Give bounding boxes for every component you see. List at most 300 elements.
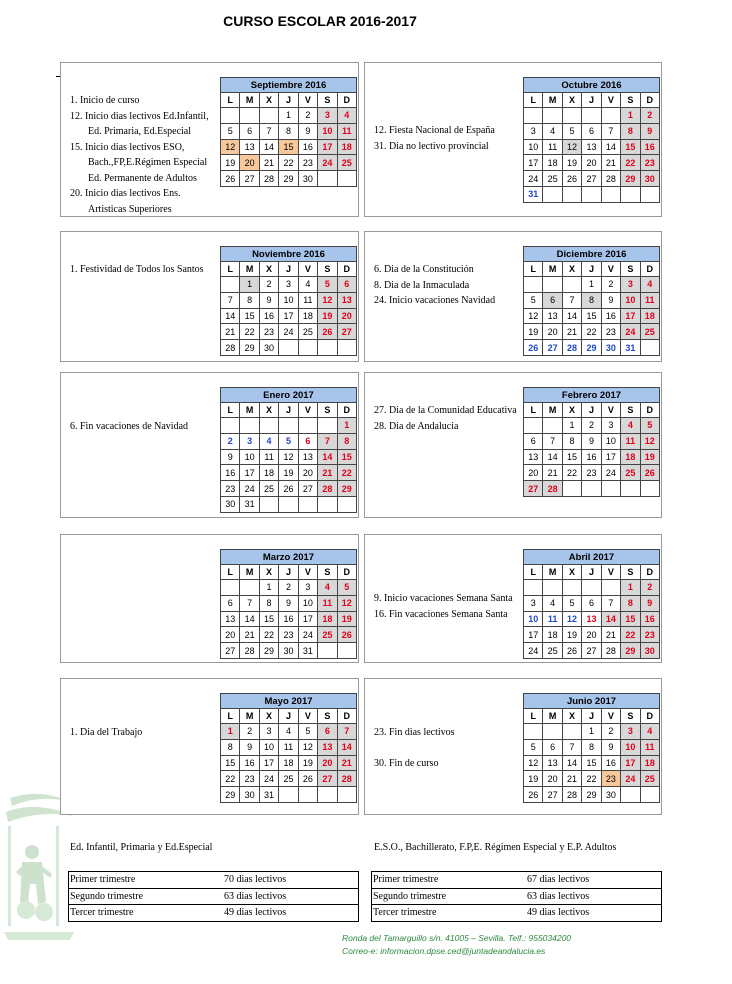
weekday-header: M (543, 403, 562, 418)
day-cell: 30 (640, 171, 659, 187)
day-cell: 10 (279, 292, 298, 308)
day-cell: 23 (601, 771, 620, 787)
day-cell (582, 580, 601, 596)
note-item: 6. Dia de la Constitución (374, 264, 474, 275)
day-cell (318, 496, 337, 512)
weekday-header: M (543, 93, 562, 108)
day-cell: 19 (279, 465, 298, 481)
note-item: 30. Fin de curso (374, 758, 439, 769)
day-cell: 12 (562, 611, 581, 627)
day-cell: 16 (582, 449, 601, 465)
footer-address: Ronda del Tamarguillo s/n. 41005 – Sevilla. Telf.: 955034200 (342, 933, 572, 943)
day-cell: 24 (298, 627, 317, 643)
day-cell (298, 496, 317, 512)
month-title: Octubre 2016 (524, 78, 660, 93)
day-cell: 28 (318, 481, 337, 497)
day-cell (601, 580, 620, 596)
weekday-header: J (279, 565, 298, 580)
day-cell: 15 (621, 611, 640, 627)
day-cell: 30 (240, 787, 259, 803)
day-cell: 6 (298, 433, 317, 449)
day-cell: 22 (259, 627, 278, 643)
day-cell: 14 (318, 449, 337, 465)
footer-contact (342, 932, 571, 958)
day-cell: 13 (221, 611, 240, 627)
day-cell: 8 (337, 433, 356, 449)
day-cell: 17 (240, 465, 259, 481)
weekday-header: D (337, 565, 356, 580)
day-cell: 19 (337, 611, 356, 627)
day-cell (337, 643, 356, 659)
day-cell: 28 (562, 340, 581, 356)
day-cell: 8 (582, 292, 601, 308)
summary-right-title: E.S.O., Bachillerato, F.P,E. Régimen Especial y E.P. Adultos (374, 842, 617, 853)
day-cell: 9 (640, 595, 659, 611)
day-cell: 23 (640, 627, 659, 643)
day-cell: 9 (601, 292, 620, 308)
day-cell: 9 (221, 449, 240, 465)
weekday-header: X (259, 403, 278, 418)
day-cell (543, 108, 562, 124)
day-cell: 1 (259, 580, 278, 596)
day-cell: 30 (259, 340, 278, 356)
day-cell: 3 (601, 418, 620, 434)
day-cell: 21 (562, 771, 581, 787)
day-cell: 3 (318, 108, 337, 124)
day-cell: 5 (279, 433, 298, 449)
day-cell (318, 643, 337, 659)
day-cell: 22 (582, 771, 601, 787)
day-cell (543, 277, 562, 293)
day-cell (279, 496, 298, 512)
month-notes (70, 725, 218, 741)
day-cell: 3 (298, 580, 317, 596)
day-cell: 30 (601, 787, 620, 803)
day-cell: 17 (621, 308, 640, 324)
day-cell: 5 (524, 292, 543, 308)
day-cell: 12 (524, 308, 543, 324)
day-cell: 22 (582, 324, 601, 340)
note-item: 6. Fin vacaciones de Navidad (70, 421, 189, 432)
day-cell: 7 (221, 292, 240, 308)
day-cell: 21 (318, 465, 337, 481)
day-cell (221, 418, 240, 434)
weekday-header: L (221, 262, 240, 277)
day-cell: 21 (562, 324, 581, 340)
day-cell: 8 (621, 595, 640, 611)
trimester-days: 49 dias lectivos (526, 905, 662, 922)
weekday-header: V (601, 709, 620, 724)
weekday-header: V (601, 403, 620, 418)
day-cell: 14 (337, 739, 356, 755)
day-cell (562, 481, 581, 497)
month-calendar (220, 387, 357, 513)
day-cell: 19 (298, 755, 317, 771)
day-cell: 21 (543, 465, 562, 481)
day-cell: 9 (640, 123, 659, 139)
day-cell: 28 (601, 171, 620, 187)
day-cell: 8 (221, 739, 240, 755)
day-cell: 2 (279, 580, 298, 596)
day-cell: 30 (221, 496, 240, 512)
day-cell: 11 (640, 739, 659, 755)
note-item (374, 741, 521, 757)
day-cell: 8 (562, 433, 581, 449)
summary-row (372, 872, 662, 889)
day-cell: 15 (562, 449, 581, 465)
note-item: 28. Dia de Andalucia (374, 420, 459, 432)
day-cell: 12 (298, 739, 317, 755)
weekday-header: L (524, 565, 543, 580)
day-cell: 12 (279, 449, 298, 465)
day-cell: 14 (562, 308, 581, 324)
day-cell: 26 (298, 771, 317, 787)
month-notes (374, 262, 521, 309)
weekday-header: X (259, 565, 278, 580)
day-cell: 16 (640, 611, 659, 627)
weekday-header: L (524, 93, 543, 108)
day-cell: 24 (601, 465, 620, 481)
weekday-header: J (582, 709, 601, 724)
day-cell: 29 (582, 340, 601, 356)
weekday-header: S (318, 565, 337, 580)
day-cell (298, 787, 317, 803)
day-cell: 20 (524, 465, 543, 481)
month-title: Septiembre 2016 (221, 78, 357, 93)
summary-row (69, 888, 359, 905)
day-cell: 13 (298, 449, 317, 465)
weekday-header: D (337, 709, 356, 724)
note-item: Bach.,FP,E.Régimen Especial (88, 157, 208, 168)
month-title: Enero 2017 (221, 388, 357, 403)
day-cell: 28 (601, 643, 620, 659)
day-cell: 24 (621, 324, 640, 340)
day-cell: 12 (524, 755, 543, 771)
weekday-header: L (524, 403, 543, 418)
day-cell: 18 (543, 155, 562, 171)
day-cell: 19 (524, 771, 543, 787)
day-cell: 12 (640, 433, 659, 449)
weekday-header: S (318, 709, 337, 724)
day-cell: 9 (259, 292, 278, 308)
weekday-header: J (582, 93, 601, 108)
day-cell: 17 (621, 755, 640, 771)
day-cell: 30 (298, 171, 317, 187)
day-cell: 15 (621, 139, 640, 155)
day-cell: 22 (221, 771, 240, 787)
day-cell (259, 108, 278, 124)
day-cell: 29 (582, 787, 601, 803)
day-cell: 26 (221, 171, 240, 187)
weekday-header: M (543, 565, 562, 580)
weekday-header: M (240, 709, 259, 724)
weekday-header: X (562, 565, 581, 580)
month-title: Febrero 2017 (524, 388, 660, 403)
day-cell: 21 (240, 627, 259, 643)
weekday-header: D (640, 565, 659, 580)
day-cell: 18 (621, 449, 640, 465)
day-cell: 11 (279, 739, 298, 755)
weekday-header: M (240, 93, 259, 108)
day-cell: 10 (524, 611, 543, 627)
note-item: 12. Inicio dias lectivos Ed.Infantil, (70, 110, 209, 122)
day-cell: 8 (259, 595, 278, 611)
day-cell: 24 (318, 155, 337, 171)
day-cell: 5 (221, 123, 240, 139)
day-cell: 18 (640, 755, 659, 771)
weekday-header: V (601, 262, 620, 277)
day-cell (524, 418, 543, 434)
day-cell: 24 (279, 324, 298, 340)
day-cell: 18 (279, 755, 298, 771)
day-cell: 29 (259, 643, 278, 659)
day-cell: 15 (582, 755, 601, 771)
day-cell: 23 (279, 627, 298, 643)
weekday-header: X (562, 93, 581, 108)
day-cell (279, 340, 298, 356)
day-cell (298, 418, 317, 434)
day-cell (543, 580, 562, 596)
day-cell: 27 (337, 324, 356, 340)
month-notes (70, 419, 218, 435)
day-cell (601, 481, 620, 497)
day-cell: 1 (582, 277, 601, 293)
note-item: 16. Fin vacaciones Semana Santa (374, 608, 508, 620)
day-cell: 25 (298, 324, 317, 340)
trimester-label: Tercer trimestre (372, 905, 526, 922)
day-cell: 27 (582, 643, 601, 659)
weekday-header: D (640, 403, 659, 418)
day-cell: 7 (318, 433, 337, 449)
weekday-header: V (298, 403, 317, 418)
day-cell: 7 (601, 595, 620, 611)
day-cell: 10 (524, 139, 543, 155)
day-cell: 19 (318, 308, 337, 324)
day-cell: 21 (221, 324, 240, 340)
day-cell: 2 (640, 580, 659, 596)
weekday-header: X (562, 262, 581, 277)
weekday-header: D (640, 262, 659, 277)
day-cell: 29 (621, 643, 640, 659)
day-cell: 10 (621, 739, 640, 755)
note-item: 8. Dia de la Inmaculada (374, 279, 470, 291)
month-notes (374, 403, 521, 434)
day-cell (318, 787, 337, 803)
day-cell: 24 (621, 771, 640, 787)
summary-left-table (68, 871, 359, 922)
weekday-header: J (279, 262, 298, 277)
day-cell (601, 108, 620, 124)
day-cell: 3 (524, 595, 543, 611)
day-cell: 15 (221, 755, 240, 771)
day-cell (621, 186, 640, 202)
day-cell: 25 (279, 771, 298, 787)
day-cell (221, 277, 240, 293)
weekday-header: J (582, 403, 601, 418)
day-cell: 20 (543, 324, 562, 340)
day-cell: 29 (337, 481, 356, 497)
weekday-header: M (240, 262, 259, 277)
day-cell: 27 (524, 481, 543, 497)
day-cell: 22 (621, 627, 640, 643)
day-cell: 14 (543, 449, 562, 465)
day-cell: 19 (221, 155, 240, 171)
day-cell: 30 (279, 643, 298, 659)
weekday-header: J (582, 262, 601, 277)
day-cell (621, 481, 640, 497)
day-cell: 3 (524, 123, 543, 139)
day-cell: 15 (337, 449, 356, 465)
day-cell: 22 (562, 465, 581, 481)
weekday-header: V (298, 709, 317, 724)
day-cell: 2 (640, 108, 659, 124)
day-cell: 22 (279, 155, 298, 171)
day-cell (318, 340, 337, 356)
trimester-days: 67 dias lectivos (526, 872, 662, 889)
day-cell (562, 108, 581, 124)
day-cell: 8 (279, 123, 298, 139)
day-cell: 12 (562, 139, 581, 155)
day-cell: 7 (259, 123, 278, 139)
weekday-header: D (640, 93, 659, 108)
weekday-header: V (601, 565, 620, 580)
day-cell (337, 787, 356, 803)
month-title: Marzo 2017 (221, 550, 357, 565)
day-cell: 25 (640, 771, 659, 787)
day-cell: 29 (621, 171, 640, 187)
day-cell: 6 (337, 277, 356, 293)
day-cell: 20 (298, 465, 317, 481)
day-cell (640, 186, 659, 202)
month-notes (374, 591, 521, 622)
day-cell (337, 171, 356, 187)
month-calendar (523, 246, 660, 356)
day-cell: 28 (562, 787, 581, 803)
note-item: 27. Dia de la Comunidad Educativa (374, 405, 517, 416)
day-cell: 10 (318, 123, 337, 139)
day-cell: 6 (543, 739, 562, 755)
day-cell: 25 (259, 481, 278, 497)
day-cell: 10 (298, 595, 317, 611)
day-cell: 31 (621, 340, 640, 356)
weekday-header: X (259, 262, 278, 277)
day-cell (298, 340, 317, 356)
weekday-header: V (298, 565, 317, 580)
day-cell: 8 (240, 292, 259, 308)
day-cell: 9 (298, 123, 317, 139)
day-cell (640, 787, 659, 803)
note-item: 1. Inicio de curso (70, 95, 140, 106)
day-cell (259, 418, 278, 434)
month-calendar (523, 387, 660, 497)
day-cell: 13 (582, 139, 601, 155)
day-cell: 30 (640, 643, 659, 659)
day-cell: 27 (543, 340, 562, 356)
weekday-header: M (543, 262, 562, 277)
weekday-header: L (221, 93, 240, 108)
weekday-header: S (621, 93, 640, 108)
weekday-header: L (524, 262, 543, 277)
note-item: Ed. Primaria, Ed.Especial (88, 126, 192, 137)
day-cell: 9 (279, 595, 298, 611)
day-cell (562, 277, 581, 293)
day-cell: 4 (318, 580, 337, 596)
weekday-header: X (562, 709, 581, 724)
day-cell: 26 (640, 465, 659, 481)
day-cell: 19 (562, 155, 581, 171)
day-cell: 27 (318, 771, 337, 787)
day-cell: 7 (337, 724, 356, 740)
day-cell: 28 (259, 171, 278, 187)
day-cell (240, 108, 259, 124)
day-cell: 16 (279, 611, 298, 627)
day-cell: 14 (240, 611, 259, 627)
day-cell (621, 787, 640, 803)
day-cell: 15 (259, 611, 278, 627)
day-cell: 20 (318, 755, 337, 771)
day-cell: 5 (562, 595, 581, 611)
day-cell: 29 (279, 171, 298, 187)
month-calendar (523, 77, 660, 203)
day-cell: 4 (337, 108, 356, 124)
day-cell: 2 (601, 724, 620, 740)
day-cell: 1 (279, 108, 298, 124)
day-cell: 27 (543, 787, 562, 803)
day-cell (543, 724, 562, 740)
day-cell: 4 (621, 418, 640, 434)
day-cell: 19 (562, 627, 581, 643)
month-notes (70, 262, 218, 278)
day-cell: 21 (259, 155, 278, 171)
day-cell (221, 580, 240, 596)
trimester-days: 63 dias lectivos (526, 888, 662, 905)
day-cell: 23 (259, 324, 278, 340)
day-cell (524, 724, 543, 740)
weekday-header: S (621, 403, 640, 418)
day-cell: 4 (543, 123, 562, 139)
summary-row (372, 888, 662, 905)
day-cell: 5 (524, 739, 543, 755)
weekday-header: S (621, 262, 640, 277)
trimester-days: 63 dias lectivos (223, 888, 359, 905)
weekday-header: D (640, 709, 659, 724)
month-calendar (220, 693, 357, 803)
day-cell: 11 (543, 611, 562, 627)
day-cell: 1 (582, 724, 601, 740)
day-cell: 9 (601, 739, 620, 755)
day-cell (240, 580, 259, 596)
day-cell: 13 (543, 755, 562, 771)
weekday-header: V (298, 93, 317, 108)
day-cell (562, 186, 581, 202)
day-cell: 7 (562, 739, 581, 755)
day-cell: 17 (318, 139, 337, 155)
day-cell: 3 (279, 277, 298, 293)
trimester-days: 49 dias lectivos (223, 905, 359, 922)
day-cell: 16 (601, 755, 620, 771)
day-cell: 5 (298, 724, 317, 740)
day-cell: 22 (240, 324, 259, 340)
day-cell: 20 (543, 771, 562, 787)
day-cell (524, 580, 543, 596)
day-cell: 18 (298, 308, 317, 324)
month-calendar (523, 549, 660, 659)
day-cell (582, 108, 601, 124)
note-item: 23. Fin dias lectivos (374, 727, 455, 738)
day-cell: 5 (640, 418, 659, 434)
day-cell: 25 (640, 324, 659, 340)
summary-left-title: Ed. Infantil, Primaria y Ed.Especial (70, 842, 213, 853)
